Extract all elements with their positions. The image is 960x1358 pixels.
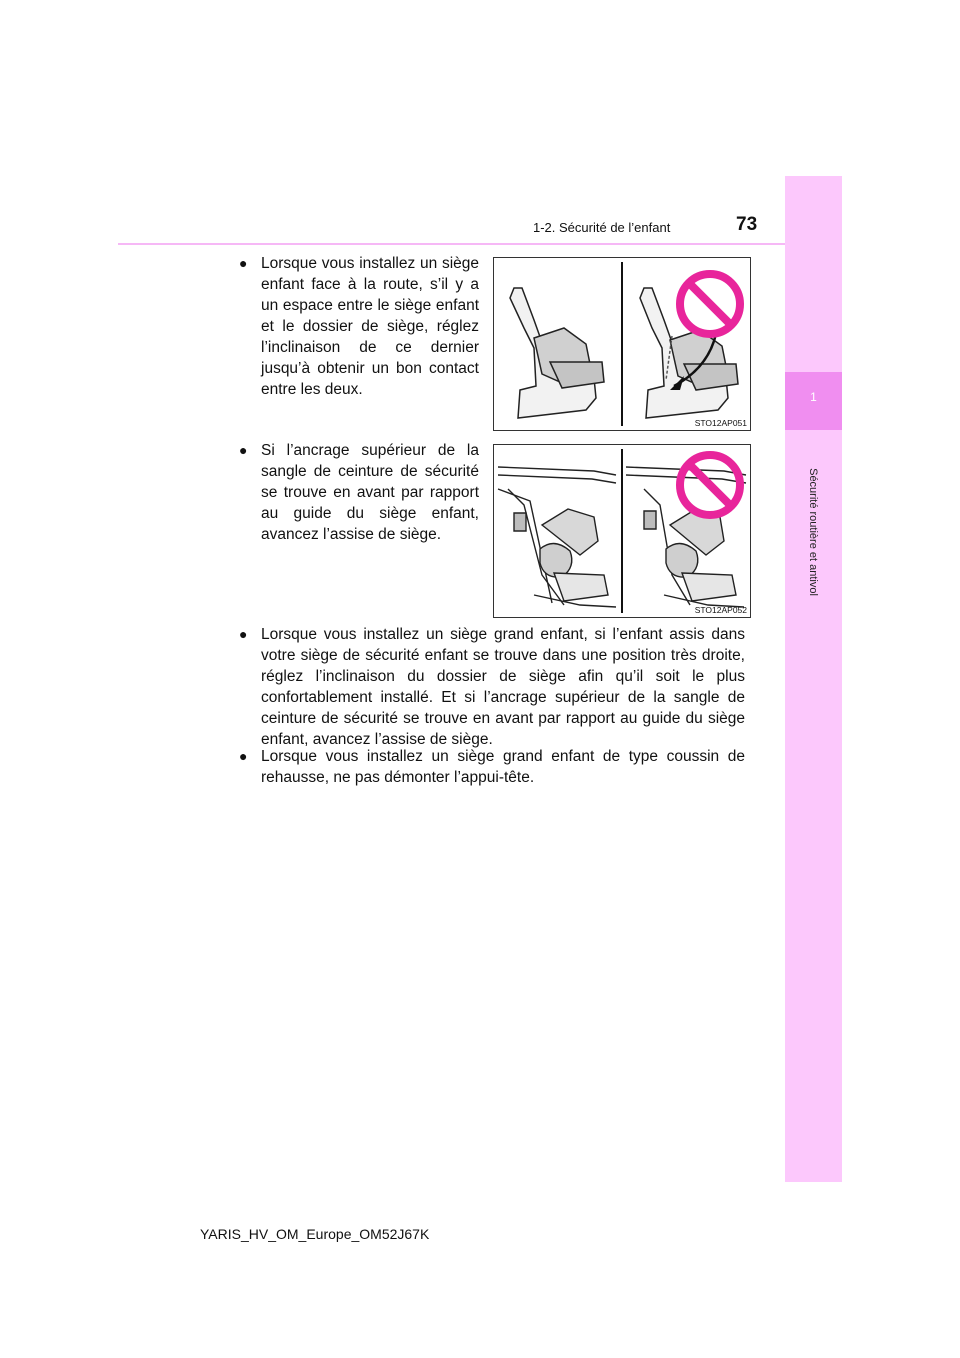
- prohibition-icon: [680, 455, 740, 515]
- chapter-number: 1: [810, 390, 817, 404]
- chapter-title: Sécurité routière et antivol: [807, 468, 819, 596]
- chapter-side-tab: [785, 176, 842, 1182]
- bullet-item: [239, 440, 479, 545]
- chapter-number-box: [785, 372, 842, 430]
- bullet-dot: ●: [239, 255, 248, 271]
- figure-code: STO12AP052: [694, 605, 747, 615]
- header-divider: [118, 243, 840, 245]
- car-seat-gap: [640, 288, 738, 418]
- bullet-text: Lorsque vous installez un siège enfant face à la route, s’il y a un espace entre le siège enfant et le dossier de siège, réglez l’inclinaison de ce dernier jusqu’à obtenir un bon contact entre les deux.: [261, 255, 479, 398]
- bullet-text: Lorsque vous installez un siège grand enfant de type coussin de rehausse, ne pas démonter l’appui-tête.: [261, 748, 745, 786]
- section-title: 1-2. Sécurité de l’enfant: [533, 220, 671, 235]
- bullet-item: [239, 253, 479, 400]
- figure-belt-anchor: [493, 444, 751, 618]
- seat-recline-illustration: [494, 258, 750, 430]
- page-number: 73: [736, 214, 758, 235]
- bullet-item: [239, 624, 745, 750]
- bullet-text: Lorsque vous installez un siège grand enfant, si l’enfant assis dans votre siège de sécurité enfant se trouve dans une position très droite, réglez l’inclinaison du dossier de siège afin qu’il soit le plus confortablement installé. Et si l’ancrage supérieur de la sangle de ceinture de sécurité se trouve en avant par rapport au guide du siège enfant, avancez l’assise de siège.: [261, 626, 745, 748]
- bullet-dot: ●: [239, 748, 248, 764]
- bullet-item: [239, 746, 745, 788]
- car-interior-wrong: [626, 467, 746, 607]
- bullet-text: Si l’ancrage supérieur de la sangle de ceinture de sécurité se trouve en avant par rapport au guide du siège enfant, avancez l’assise de siège.: [261, 442, 479, 543]
- document-id: YARIS_HV_OM_Europe_OM52J67K: [200, 1226, 430, 1242]
- bullet-dot: ●: [239, 626, 248, 642]
- figure-code: STO12AP051: [694, 418, 747, 428]
- car-seat-correct: [510, 288, 604, 418]
- prohibition-icon: [680, 274, 740, 334]
- belt-anchor-illustration: [494, 445, 750, 617]
- figure-seat-recline: [493, 257, 751, 431]
- car-interior-correct: [498, 467, 616, 607]
- bullet-dot: ●: [239, 442, 248, 458]
